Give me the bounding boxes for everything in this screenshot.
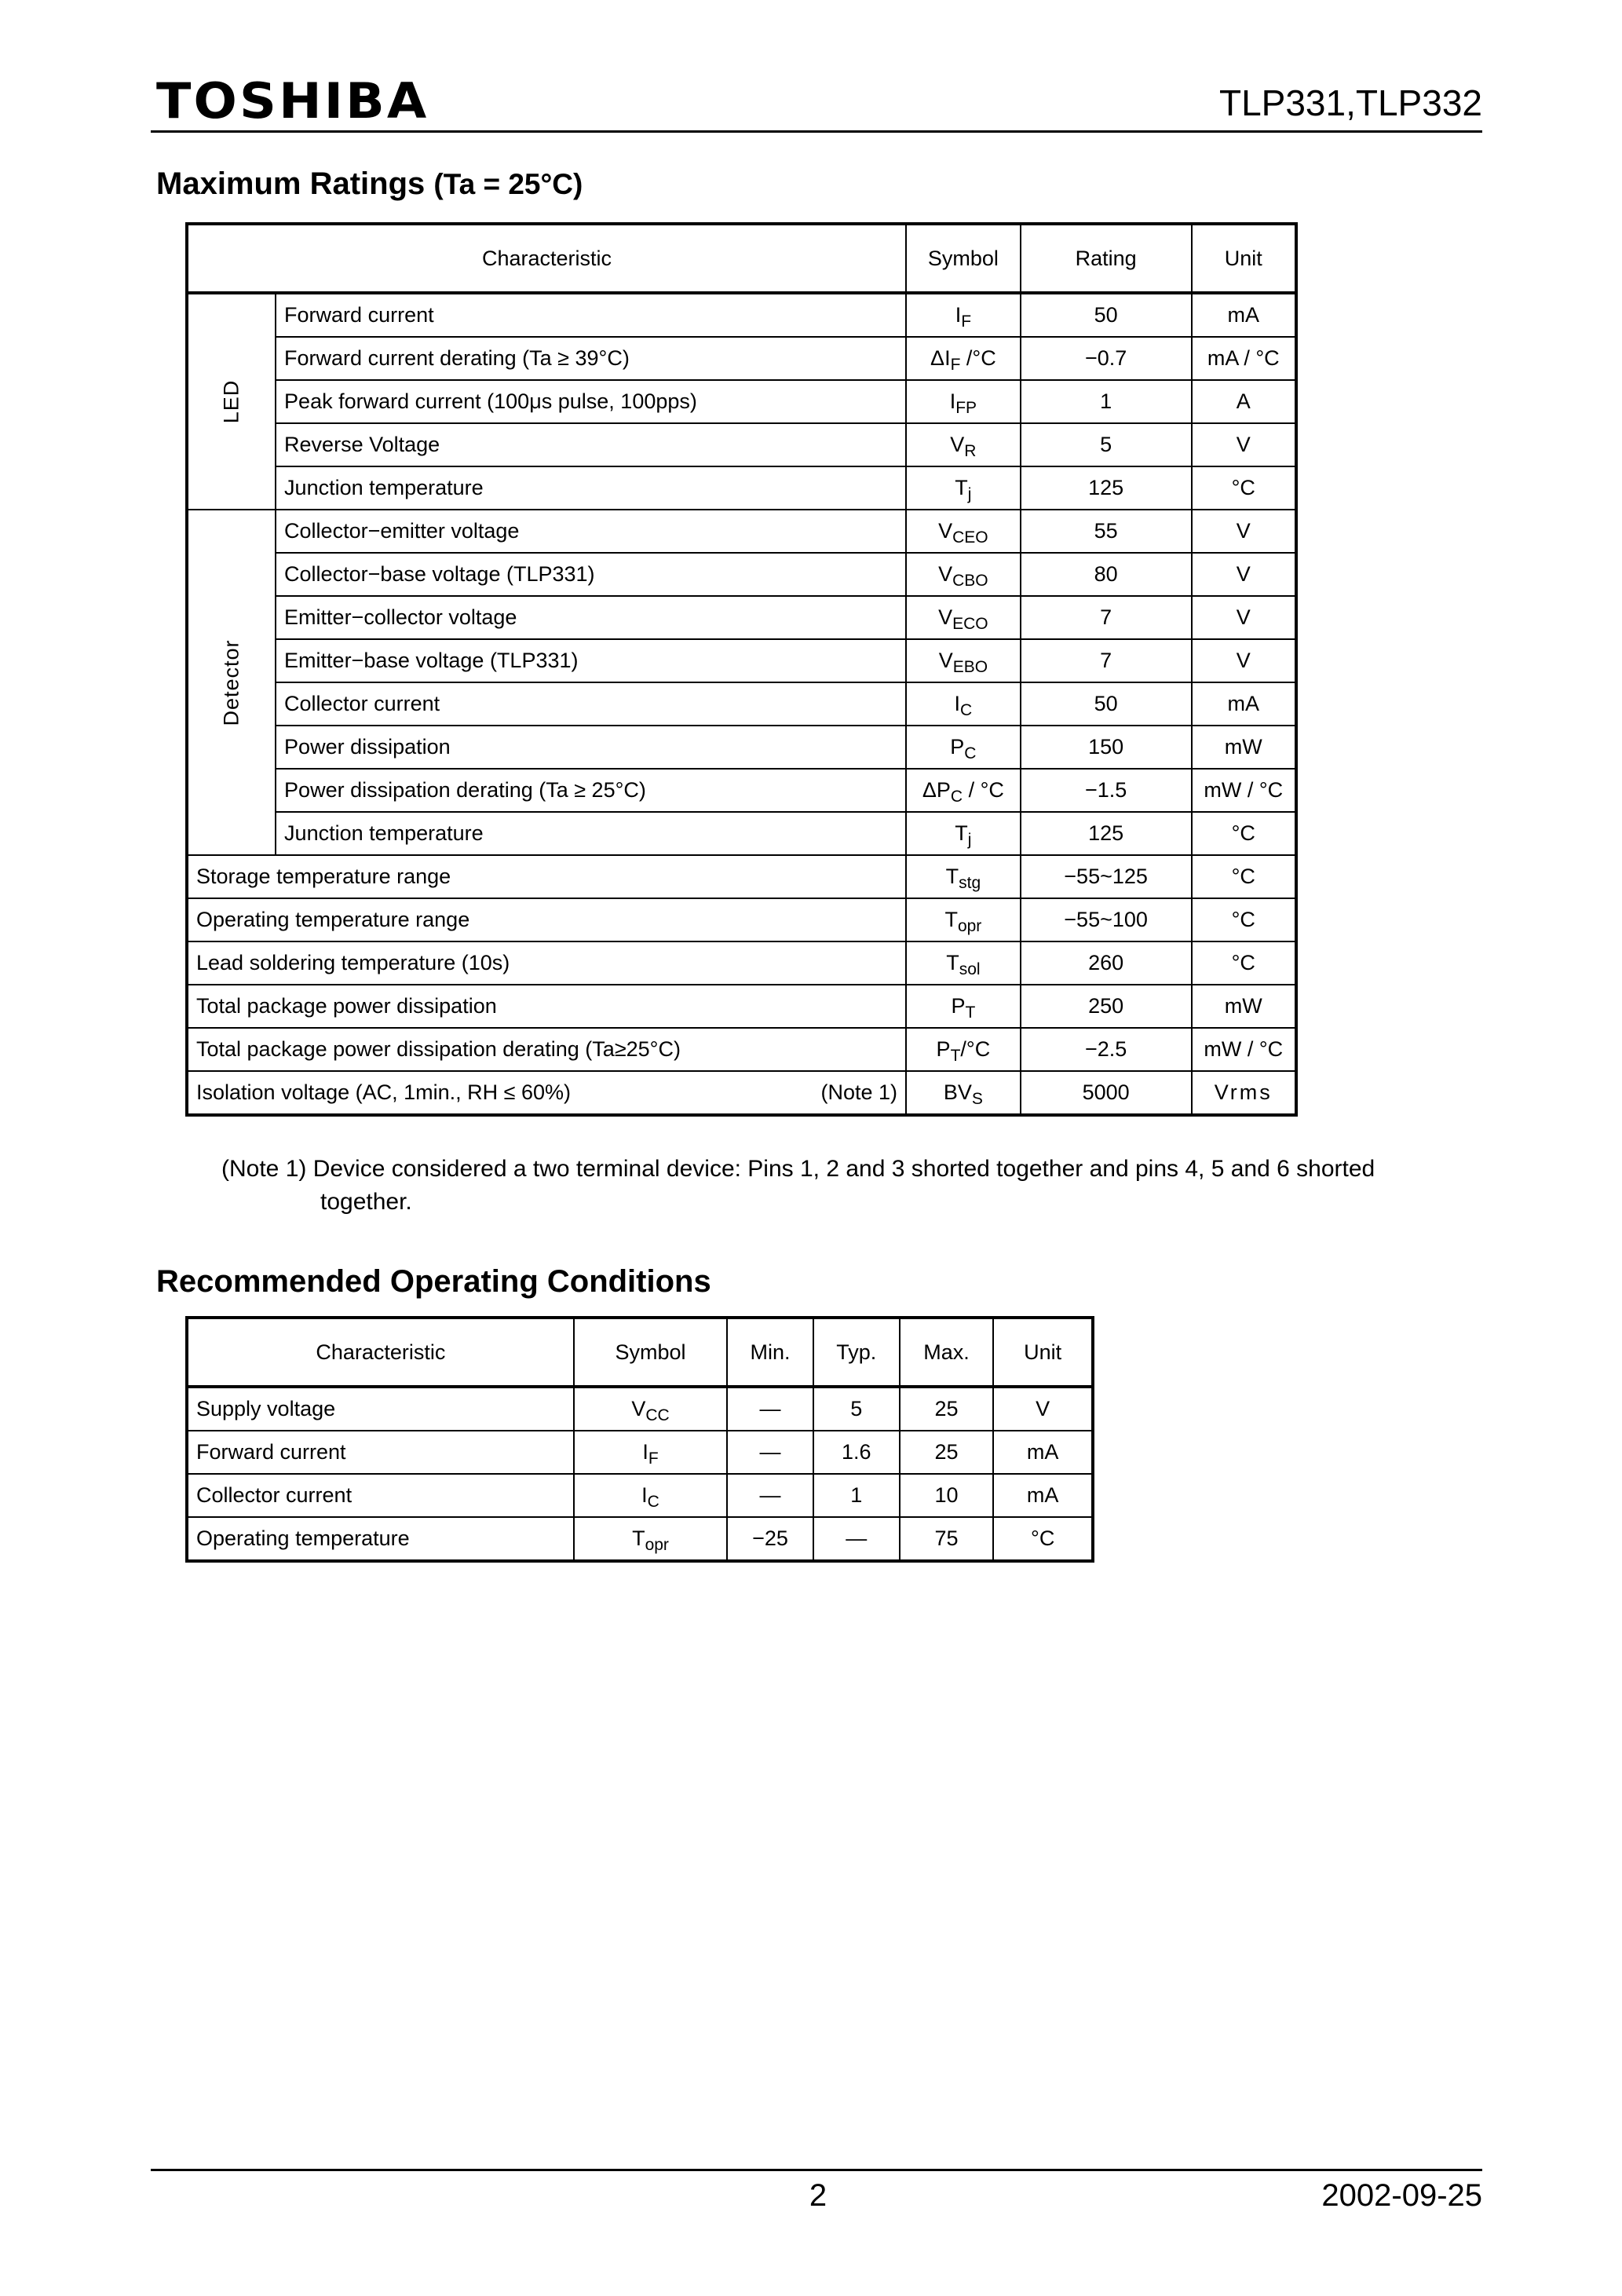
symbol-cell: [906, 769, 1021, 812]
rec-op-heading: Recommended Operating Conditions: [156, 1264, 711, 1299]
symbol-cell: [906, 985, 1021, 1028]
symbol-base: ΔI: [930, 346, 951, 370]
rating-cell: 250: [1021, 985, 1192, 1028]
characteristic-cell: Collector−base voltage (TLP331): [276, 553, 906, 596]
characteristic-cell: Power dissipation: [276, 726, 906, 769]
typ-cell: 1: [813, 1474, 900, 1517]
unit-cell: °C: [1192, 466, 1297, 510]
characteristic-text: Total package power dissipation derating (Ta≥25°C): [196, 1037, 681, 1061]
unit-cell: mW / °C: [1192, 769, 1297, 812]
symbol-base: I: [641, 1483, 648, 1507]
rating-cell: −55~100: [1021, 898, 1192, 941]
symbol-cell: [574, 1387, 727, 1431]
unit-cell: A: [1192, 380, 1297, 423]
symbol-cell: [906, 596, 1021, 639]
col-unit: Unit: [1192, 224, 1297, 293]
unit-cell: mA: [1192, 682, 1297, 726]
symbol-subscript: FP: [955, 399, 977, 417]
symbol-cell: [906, 812, 1021, 855]
symbol-cell: [906, 466, 1021, 510]
min-cell: —: [727, 1474, 813, 1517]
group-led-label: LED: [219, 379, 243, 424]
group-led: [187, 293, 276, 510]
symbol-cell: [906, 639, 1021, 682]
col-symbol: Symbol: [906, 224, 1021, 293]
symbol-cell: [906, 726, 1021, 769]
unit-cell: mW / °C: [1192, 1028, 1297, 1071]
rating-cell: 50: [1021, 293, 1192, 337]
characteristic-wrap: [196, 865, 897, 889]
characteristic-cell: Junction temperature: [276, 466, 906, 510]
symbol-base: V: [938, 605, 953, 629]
table-row: [187, 639, 1296, 682]
symbol-subscript: CEO: [952, 528, 988, 547]
symbol-suffix: / °C: [963, 778, 1004, 802]
rating-cell: −0.7: [1021, 337, 1192, 380]
max-cell: 75: [900, 1517, 994, 1561]
symbol-subscript: CC: [645, 1406, 670, 1424]
rating-cell: 125: [1021, 466, 1192, 510]
rating-cell: −1.5: [1021, 769, 1192, 812]
table-row: [187, 1517, 1093, 1561]
symbol-subscript: C: [950, 788, 963, 806]
symbol-cell: [574, 1517, 727, 1561]
recommended-operating-table: [185, 1316, 1094, 1563]
characteristic-text: Total package power dissipation: [196, 994, 497, 1018]
symbol-subscript: F: [961, 313, 972, 331]
table-header-row: [187, 224, 1296, 293]
symbol-base: P: [950, 735, 965, 759]
symbol-base: I: [954, 692, 961, 715]
group-detector: [187, 510, 276, 855]
table-row: [187, 1431, 1093, 1474]
symbol-cell: [906, 941, 1021, 985]
unit-cell: mA: [1192, 293, 1297, 337]
symbol-suffix: /°C: [960, 346, 996, 370]
symbol-suffix: /°C: [960, 1037, 991, 1061]
unit-cell: V: [993, 1387, 1093, 1431]
characteristic-text: Storage temperature range: [196, 865, 451, 888]
table-row: [187, 293, 1296, 337]
symbol-cell: [906, 898, 1021, 941]
table-row: [187, 985, 1296, 1028]
unit-cell: mA: [993, 1431, 1093, 1474]
characteristic-wrap: [196, 1037, 897, 1062]
table-row: [187, 855, 1296, 898]
symbol-cell: [906, 1071, 1021, 1115]
rating-cell: −55~125: [1021, 855, 1192, 898]
maximum-ratings-table: [185, 222, 1298, 1117]
table-row: [187, 510, 1296, 553]
symbol-subscript: stg: [959, 874, 981, 892]
symbol-cell: [906, 337, 1021, 380]
min-cell: —: [727, 1387, 813, 1431]
symbol-subscript: ECO: [952, 615, 988, 633]
symbol-base: V: [938, 562, 953, 586]
symbol-subscript: C: [964, 744, 977, 762]
table-row: [187, 1387, 1093, 1431]
symbol-cell: [906, 1028, 1021, 1071]
col-rating: Rating: [1021, 224, 1192, 293]
unit-cell: °C: [1192, 855, 1297, 898]
symbol-subscript: R: [964, 442, 977, 460]
note-1-line-2: together.: [320, 1189, 412, 1215]
rating-cell: 260: [1021, 941, 1192, 985]
characteristic-cell: Emitter−collector voltage: [276, 596, 906, 639]
col-characteristic: Characteristic: [187, 224, 906, 293]
characteristic-cell: Supply voltage: [187, 1387, 574, 1431]
typ-cell: —: [813, 1517, 900, 1561]
symbol-cell: [906, 553, 1021, 596]
rating-cell: 7: [1021, 596, 1192, 639]
table-row: [187, 1474, 1093, 1517]
unit-cell: °C: [993, 1517, 1093, 1561]
header-rule: [151, 130, 1482, 133]
typ-cell: 5: [813, 1387, 900, 1431]
group-detector-label: Detector: [219, 638, 243, 726]
unit-cell: °C: [1192, 941, 1297, 985]
rating-cell: 50: [1021, 682, 1192, 726]
symbol-base: V: [938, 519, 953, 543]
rating-cell: 125: [1021, 812, 1192, 855]
symbol-base: I: [955, 303, 962, 327]
characteristic-text: Isolation voltage (AC, 1min., RH ≤ 60%): [196, 1080, 572, 1104]
symbol-base: P: [951, 994, 966, 1018]
symbol-base: T: [944, 908, 958, 931]
min-cell: −25: [727, 1517, 813, 1561]
characteristic-note: (Note 1): [820, 1080, 898, 1104]
characteristic-cell: [187, 1028, 906, 1071]
unit-cell: mA: [993, 1474, 1093, 1517]
symbol-base: BV: [943, 1080, 972, 1104]
table-header-row: [187, 1318, 1093, 1387]
rating-cell: 5000: [1021, 1071, 1192, 1115]
rating-cell: 150: [1021, 726, 1192, 769]
characteristic-cell: Forward current: [187, 1431, 574, 1474]
symbol-subscript: j: [967, 485, 972, 503]
symbol-base: V: [631, 1397, 646, 1420]
symbol-subscript: sol: [959, 960, 981, 978]
table-row: [187, 466, 1296, 510]
characteristic-cell: [187, 855, 906, 898]
col-characteristic: Characteristic: [187, 1318, 574, 1387]
col-unit: Unit: [993, 1318, 1093, 1387]
symbol-cell: [574, 1431, 727, 1474]
col-min: Min.: [727, 1318, 813, 1387]
col-max: Max.: [900, 1318, 994, 1387]
col-symbol: Symbol: [574, 1318, 727, 1387]
unit-cell: mA / °C: [1192, 337, 1297, 380]
table-row: [187, 769, 1296, 812]
characteristic-cell: [187, 985, 906, 1028]
document-date: 2002-09-25: [1321, 2178, 1482, 2213]
rating-cell: 55: [1021, 510, 1192, 553]
table-row: [187, 423, 1296, 466]
table-row: [187, 553, 1296, 596]
col-typ: Typ.: [813, 1318, 900, 1387]
symbol-base: T: [955, 821, 968, 845]
unit-cell: V: [1192, 639, 1297, 682]
note-1: [221, 1153, 1454, 1219]
unit-cell: mW: [1192, 985, 1297, 1028]
max-cell: 10: [900, 1474, 994, 1517]
characteristic-cell: [187, 941, 906, 985]
table-row: [187, 1028, 1296, 1071]
max-ratings-heading: [156, 168, 583, 199]
rating-cell: 7: [1021, 639, 1192, 682]
symbol-cell: [906, 423, 1021, 466]
characteristic-cell: [187, 898, 906, 941]
typ-cell: 1.6: [813, 1431, 900, 1474]
unit-cell: V: [1192, 553, 1297, 596]
characteristic-cell: Operating temperature: [187, 1517, 574, 1561]
characteristic-cell: [187, 1071, 906, 1115]
unit-cell: °C: [1192, 812, 1297, 855]
rating-cell: 5: [1021, 423, 1192, 466]
symbol-base: T: [955, 476, 968, 499]
symbol-cell: [906, 293, 1021, 337]
max-cell: 25: [900, 1387, 994, 1431]
symbol-subscript: opr: [645, 1536, 669, 1554]
unit-cell: °C: [1192, 898, 1297, 941]
characteristic-cell: Forward current derating (Ta ≥ 39°C): [276, 337, 906, 380]
symbol-subscript: C: [960, 701, 973, 719]
rating-cell: 1: [1021, 380, 1192, 423]
symbol-base: P: [936, 1037, 951, 1061]
toshiba-logo: TOSHIBA: [156, 72, 429, 130]
symbol-cell: [906, 682, 1021, 726]
symbol-subscript: F: [648, 1450, 659, 1468]
characteristic-cell: Collector current: [276, 682, 906, 726]
table-row: [187, 898, 1296, 941]
symbol-subscript: j: [967, 831, 972, 849]
symbol-base: I: [949, 389, 956, 413]
symbol-base: I: [642, 1440, 648, 1464]
symbol-base: V: [938, 649, 953, 672]
symbol-cell: [906, 510, 1021, 553]
note-1-line-1: (Note 1) Device considered a two terminal device: Pins 1, 2 and 3 shorted together and pins 4, 5 and 6 shorted: [221, 1156, 1375, 1182]
unit-cell: V: [1192, 423, 1297, 466]
page-number: 2: [809, 2178, 827, 2213]
table-row: [187, 337, 1296, 380]
characteristic-text: Lead soldering temperature (10s): [196, 951, 510, 974]
symbol-subscript: opr: [957, 917, 982, 935]
table-row: [187, 596, 1296, 639]
symbol-base: T: [946, 951, 959, 974]
characteristic-cell: Peak forward current (100μs pulse, 100pps): [276, 380, 906, 423]
unit-cell: mW: [1192, 726, 1297, 769]
characteristic-cell: Collector current: [187, 1474, 574, 1517]
footer-rule: [151, 2169, 1482, 2171]
symbol-base: T: [632, 1526, 645, 1550]
table-row: [187, 380, 1296, 423]
characteristic-cell: Emitter−base voltage (TLP331): [276, 639, 906, 682]
characteristic-cell: Collector−emitter voltage: [276, 510, 906, 553]
characteristic-cell: Power dissipation derating (Ta ≥ 25°C): [276, 769, 906, 812]
rating-cell: 80: [1021, 553, 1192, 596]
table-row: [187, 726, 1296, 769]
characteristic-text: Operating temperature range: [196, 908, 470, 931]
symbol-base: ΔP: [922, 778, 951, 802]
characteristic-cell: Forward current: [276, 293, 906, 337]
characteristic-wrap: [196, 951, 897, 975]
symbol-subscript: C: [647, 1493, 659, 1511]
table-row: [187, 1071, 1296, 1115]
table-row: [187, 941, 1296, 985]
max-ratings-condition: (Ta = 25°C): [433, 168, 583, 200]
max-cell: 25: [900, 1431, 994, 1474]
symbol-subscript: T: [965, 1004, 976, 1022]
rating-cell: −2.5: [1021, 1028, 1192, 1071]
min-cell: —: [727, 1431, 813, 1474]
symbol-cell: [574, 1474, 727, 1517]
symbol-base: V: [950, 433, 965, 456]
table-row: [187, 682, 1296, 726]
characteristic-cell: Junction temperature: [276, 812, 906, 855]
characteristic-wrap: [196, 1080, 897, 1105]
unit-cell: Vrms: [1192, 1071, 1297, 1115]
symbol-cell: [906, 855, 1021, 898]
unit-cell: V: [1192, 510, 1297, 553]
characteristic-cell: Reverse Voltage: [276, 423, 906, 466]
symbol-subscript: F: [950, 356, 961, 374]
unit-cell: V: [1192, 596, 1297, 639]
characteristic-wrap: [196, 994, 897, 1018]
document-id: TLP331,TLP332: [1218, 82, 1482, 123]
symbol-cell: [906, 380, 1021, 423]
symbol-subscript: S: [971, 1090, 983, 1108]
symbol-subscript: EBO: [952, 658, 988, 676]
symbol-subscript: T: [950, 1047, 961, 1065]
table-row: [187, 812, 1296, 855]
max-ratings-title: Maximum Ratings: [156, 166, 426, 201]
symbol-base: T: [945, 865, 959, 888]
symbol-subscript: CBO: [952, 572, 988, 590]
characteristic-wrap: [196, 908, 897, 932]
